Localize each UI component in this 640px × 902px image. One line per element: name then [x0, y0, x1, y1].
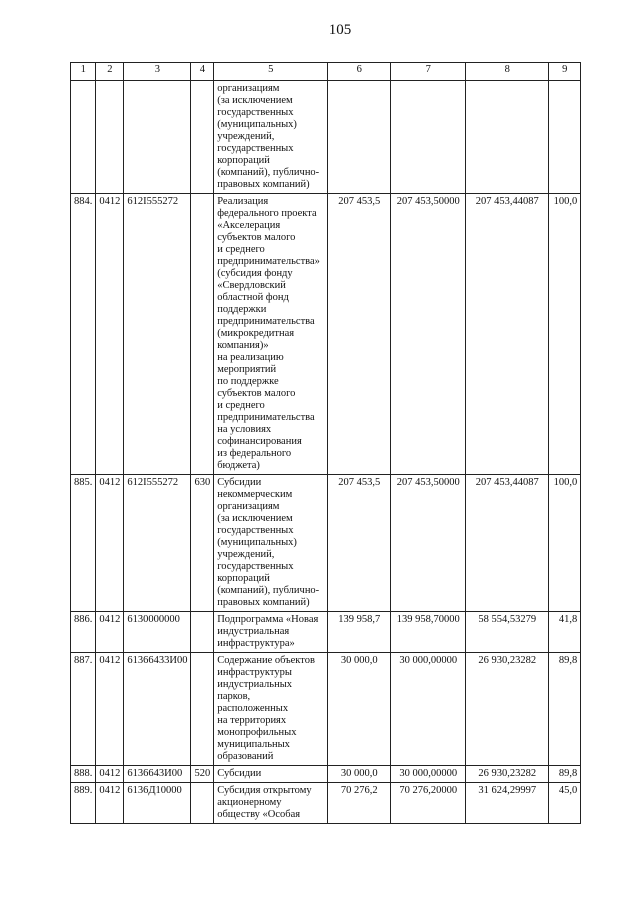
- row-section-code: 0412: [96, 475, 124, 612]
- table-row: [71, 653, 581, 766]
- column-header: 2: [96, 63, 124, 81]
- row-index: 885.: [71, 475, 96, 612]
- column-header: 5: [214, 63, 328, 81]
- column-header: 7: [391, 63, 466, 81]
- row-index: 889.: [71, 783, 96, 824]
- row-expense-kind: 520: [191, 766, 214, 783]
- row-value-col6: 207 453,5: [328, 475, 391, 612]
- table-header-row: [71, 63, 581, 81]
- row-percent: 89,8: [549, 766, 581, 783]
- column-header: 1: [71, 63, 96, 81]
- row-description: Реализация федерального проекта «Акселерация субъектов малого и среднего предпринимательства» (субсидия фонду «Свердловский областной фонд поддержки предпринимательства (микрокредитная компания)» на реализацию мероприятий по поддержке субъектов малого и среднего предпринимательства на условиях софинансирования из федерального бюджета): [214, 194, 328, 475]
- row-description: Субсидия открытому акционерному обществу «Особая: [214, 783, 328, 824]
- row-value-col6: 207 453,5: [328, 194, 391, 475]
- row-value-col7: 70 276,20000: [391, 783, 466, 824]
- row-value-col8: 26 930,23282: [466, 653, 549, 766]
- row-target-code: 6136643И00: [124, 766, 191, 783]
- row-expense-kind: [191, 612, 214, 653]
- row-section-code: 0412: [96, 194, 124, 475]
- row-expense-kind: [191, 653, 214, 766]
- table-row: [71, 612, 581, 653]
- row-percent: 100,0: [549, 475, 581, 612]
- page-number: 105: [328, 22, 352, 38]
- row-expense-kind: 630: [191, 475, 214, 612]
- row-section-code: 0412: [96, 612, 124, 653]
- table-row: [71, 783, 581, 824]
- row-percent: 100,0: [549, 194, 581, 475]
- row-index: 886.: [71, 612, 96, 653]
- column-header: 9: [549, 63, 581, 81]
- row-target-code: 61366433И00: [124, 653, 191, 766]
- row-target-code: 6130000000: [124, 612, 191, 653]
- row-value-col6: 30 000,0: [328, 766, 391, 783]
- column-header: 8: [466, 63, 549, 81]
- row-percent: 45,0: [549, 783, 581, 824]
- row-index: 888.: [71, 766, 96, 783]
- row-value-col7: [391, 81, 466, 194]
- column-header: 4: [191, 63, 214, 81]
- row-description: организациям (за исключением государственных (муниципальных) учреждений, государственных корпораций (компаний), публично- правовых компаний): [214, 81, 328, 194]
- row-value-col6: [328, 81, 391, 194]
- row-description: Содержание объектов инфраструктуры индустриальных парков, расположенных на территориях монопрофильных муниципальных образований: [214, 653, 328, 766]
- row-section-code: 0412: [96, 766, 124, 783]
- row-target-code: 6136Д10000: [124, 783, 191, 824]
- table-row: [71, 194, 581, 475]
- row-target-code: 612I555272: [124, 475, 191, 612]
- row-expense-kind: [191, 194, 214, 475]
- row-value-col6: 139 958,7: [328, 612, 391, 653]
- row-value-col7: 30 000,00000: [391, 653, 466, 766]
- column-header: 3: [124, 63, 191, 81]
- row-section-code: [96, 81, 124, 194]
- row-description: Субсидии некоммерческим организациям (за исключением государственных (муниципальных) учреждений, государственных корпораций (компаний), публично- правовых компаний): [214, 475, 328, 612]
- row-value-col7: 139 958,70000: [391, 612, 466, 653]
- row-value-col8: [466, 81, 549, 194]
- row-index: 887.: [71, 653, 96, 766]
- row-target-code: [124, 81, 191, 194]
- row-value-col8: 58 554,53279: [466, 612, 549, 653]
- row-value-col7: 207 453,50000: [391, 194, 466, 475]
- row-percent: 41,8: [549, 612, 581, 653]
- row-description: Субсидии: [214, 766, 328, 783]
- row-value-col7: 207 453,50000: [391, 475, 466, 612]
- row-expense-kind: [191, 783, 214, 824]
- table-row: [71, 81, 581, 194]
- row-description: Подпрограмма «Новая индустриальная инфраструктура»: [214, 612, 328, 653]
- row-value-col6: 30 000,0: [328, 653, 391, 766]
- row-section-code: 0412: [96, 783, 124, 824]
- table-row: [71, 766, 581, 783]
- row-expense-kind: [191, 81, 214, 194]
- row-percent: 89,8: [549, 653, 581, 766]
- row-index: 884.: [71, 194, 96, 475]
- row-value-col8: 31 624,29997: [466, 783, 549, 824]
- row-value-col8: 207 453,44087: [466, 475, 549, 612]
- row-index: [71, 81, 96, 194]
- column-header: 6: [328, 63, 391, 81]
- row-target-code: 612I555272: [124, 194, 191, 475]
- row-percent: [549, 81, 581, 194]
- budget-table: [70, 62, 581, 824]
- row-value-col6: 70 276,2: [328, 783, 391, 824]
- row-value-col7: 30 000,00000: [391, 766, 466, 783]
- row-value-col8: 207 453,44087: [466, 194, 549, 475]
- row-value-col8: 26 930,23282: [466, 766, 549, 783]
- table-row: [71, 475, 581, 612]
- row-section-code: 0412: [96, 653, 124, 766]
